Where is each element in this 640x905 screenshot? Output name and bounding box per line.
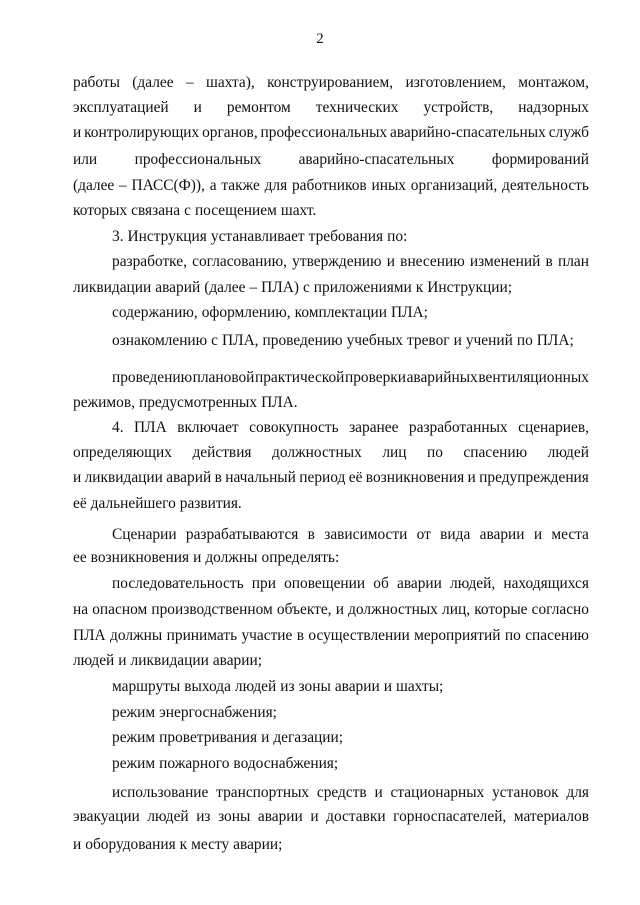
page-number: 2 (316, 31, 324, 47)
text-line: или профессиональных аварийно-спасательных формирований (73, 151, 589, 168)
text-line: 3. Инструкция устанавливает требования по: (112, 228, 408, 245)
text-line: Сценарии разрабатываются в зависимости от вида аварии и места (112, 526, 589, 543)
text-line: её дальнейшего развития. (73, 495, 242, 512)
text-line: режимов, предусмотренных ПЛА. (73, 394, 298, 411)
text-line: которых связана с посещением шахт. (73, 202, 317, 219)
text-line: 4. ПЛА включает совокупность заранее разработанных сценариев, (112, 419, 589, 436)
text-line: режим пожарного водоснабжения; (112, 755, 339, 772)
text-line: содержанию, оформлению, комплектации ПЛА; (112, 304, 428, 321)
text-line: и оборудования к месту аварии; (73, 836, 283, 853)
text-line: режим проветривания и дегазации; (112, 729, 344, 746)
text-line: эксплуатацией и ремонтом технических устройств, надзорных (73, 99, 589, 116)
text-line: ознакомлению с ПЛА, проведению учебных тревог и учений по ПЛА; (112, 332, 574, 349)
text-line: определяющих действия должностных лиц по спасению людей (73, 444, 589, 461)
text-line: ликвидации аварий (далее – ПЛА) с приложениями к Инструкции; (73, 279, 512, 296)
text-line: эвакуации людей из зоны аварии и доставки горноспасателей, материалов (73, 808, 589, 825)
text-line: и контролирующих органов, профессиональных аварийно-спасательных служб (73, 124, 589, 141)
text-line: последовательность при оповещении об аварии людей, находящихся (112, 575, 589, 592)
text-line: режим энергоснабжения; (112, 704, 277, 721)
text-line: на опасном производственном объекте, и должностных лиц, которые согласно (73, 601, 589, 618)
text-line: ПЛА должны принимать участие в осуществлении мероприятий по спасению (73, 627, 589, 644)
text-line: проведению плановой практической проверки аварийных вентиляционных (112, 369, 589, 386)
text-line: ее возникновения и должны определять: (73, 549, 340, 566)
text-line: работы (далее – шахта), конструированием, изготовлением, монтажом, (73, 74, 589, 91)
text-line: и ликвидации аварий в начальный период её возникновения и предупреждения (73, 469, 589, 486)
text-line: разработке, согласованию, утверждению и внесению изменений в план (112, 253, 589, 270)
text-line: людей и ликвидации аварии; (73, 652, 262, 669)
text-line: использование транспортных средств и стационарных установок для (112, 784, 589, 801)
text-line: маршруты выхода людей из зоны аварии и шахты; (112, 678, 444, 695)
text-line: (далее – ПАСС(Ф)), а также для работников иных организаций, деятельность (73, 177, 589, 194)
